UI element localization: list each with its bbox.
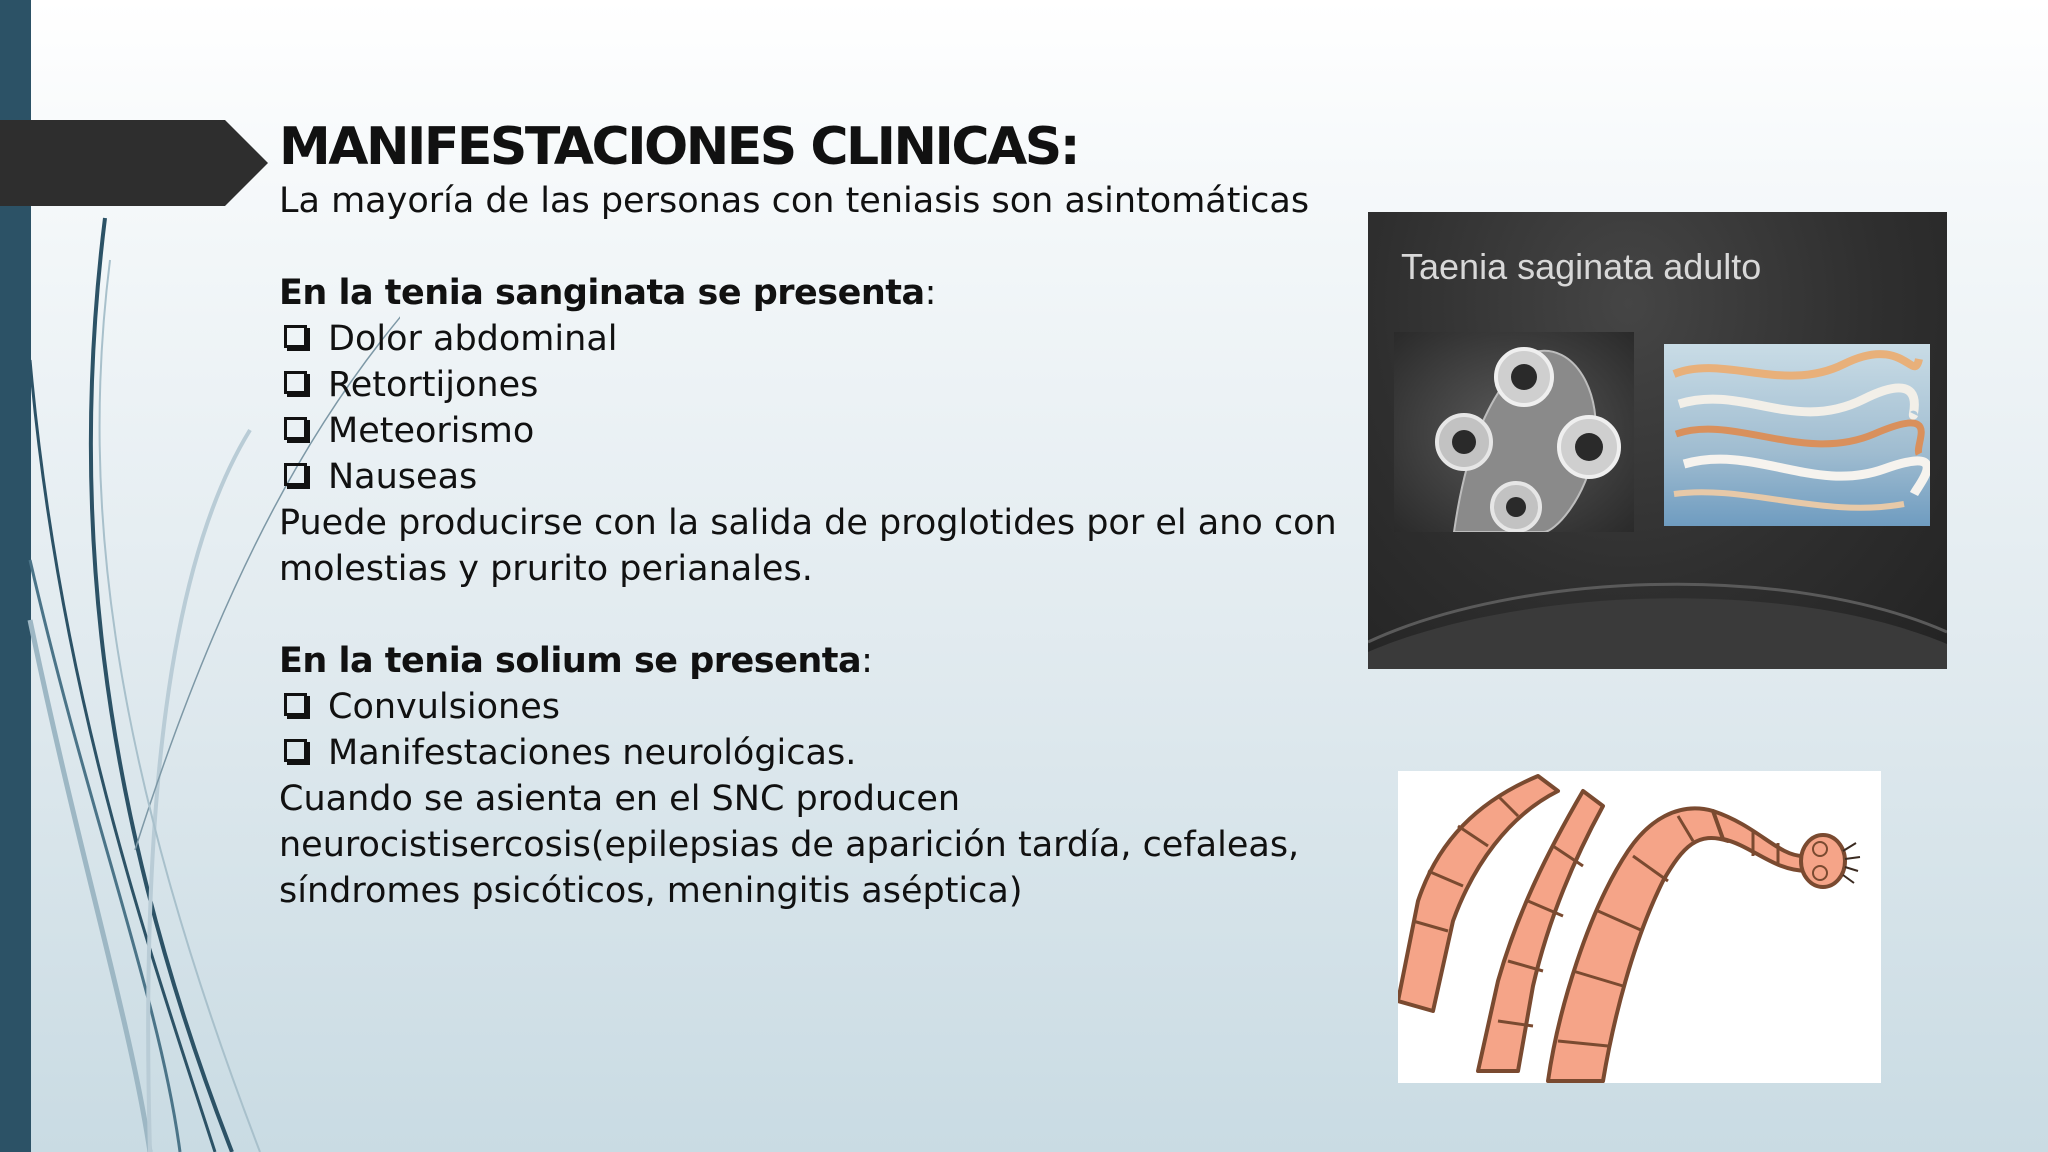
saginata-heading-text: En la tenia sanginata se presenta [279, 273, 925, 313]
list-item-label: Manifestaciones neurológicas. [328, 733, 857, 773]
solium-note-line: neurocistisercosis(epilepsias de aparición tardía, cefaleas, [279, 825, 1300, 865]
saginata-note-line: molestias y prurito perianales. [279, 549, 813, 589]
taenia-saginata-photo [1368, 212, 1947, 669]
scolex-micrograph-icon [1394, 332, 1634, 532]
list-item-label: Dolor abdominal [328, 319, 618, 359]
checkbox-bullet-icon [284, 417, 307, 440]
solium-heading [279, 638, 1339, 684]
title-arrow-banner [0, 120, 268, 206]
solium-note-line: Cuando se asienta en el SNC producen [279, 779, 961, 819]
slide-content [279, 116, 1339, 914]
list-item-label: Meteorismo [328, 411, 535, 451]
solium-note-line: síndromes psicóticos, meningitis aséptica) [279, 871, 1023, 911]
saginata-heading-colon: : [924, 273, 937, 313]
checkbox-bullet-icon [284, 325, 307, 348]
checkbox-bullet-icon [284, 739, 307, 762]
checkbox-bullet-icon [284, 463, 307, 486]
slide-title: MANIFESTACIONES CLINICAS: [279, 117, 1079, 177]
list-item [279, 730, 1339, 776]
checkbox-bullet-icon [284, 371, 307, 394]
tapeworm-drawing-icon [1398, 771, 1881, 1083]
intro-text: La mayoría de las personas con teniasis son asintomáticas [279, 181, 1310, 221]
photo-caption: Taenia saginata adulto [1401, 246, 1762, 287]
list-item-label: Nauseas [328, 457, 478, 497]
solium-heading-colon: : [861, 641, 873, 681]
saginata-heading [279, 270, 1339, 316]
saginata-note-line: Puede producirse con la salida de proglotides por el ano con [279, 503, 1337, 543]
list-item-label: Convulsiones [328, 687, 560, 727]
list-item [279, 408, 1339, 454]
list-item [279, 316, 1339, 362]
list-item [279, 454, 1339, 500]
adult-tapeworm-photo [1664, 344, 1930, 526]
checkbox-bullet-icon [284, 693, 307, 716]
list-item-label: Retortijones [328, 365, 539, 405]
list-item [279, 684, 1339, 730]
list-item [279, 362, 1339, 408]
solium-heading-text: En la tenia solium se presenta [279, 641, 862, 681]
